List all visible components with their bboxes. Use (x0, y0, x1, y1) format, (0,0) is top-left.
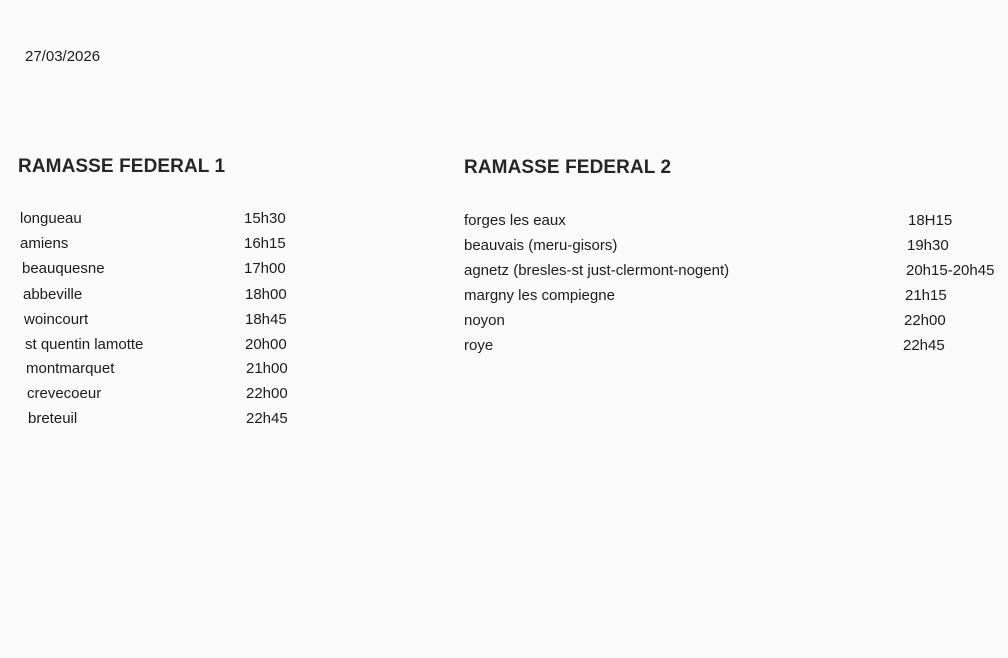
pickup-time: 17h00 (244, 260, 286, 277)
location-name: abbeville (23, 286, 83, 303)
federal-2-title: RAMASSE FEDERAL 2 (464, 157, 672, 178)
pickup-time: 22h45 (903, 337, 945, 354)
pickup-time: 15h30 (244, 210, 286, 227)
location-name: crevecoeur (27, 385, 102, 402)
location-name: roye (464, 337, 494, 354)
pickup-time: 20h15-20h45 (906, 262, 995, 279)
pickup-time: 20h00 (245, 336, 287, 353)
pickup-time: 16h15 (244, 235, 286, 252)
location-name: breteuil (28, 410, 78, 427)
document-date: 27/03/2026 (25, 48, 101, 65)
pickup-time: 22h00 (246, 385, 288, 402)
pickup-time: 22h00 (904, 312, 946, 329)
pickup-time: 19h30 (907, 237, 949, 254)
pickup-time: 18h00 (245, 286, 287, 303)
location-name: longueau (20, 210, 82, 227)
location-name: beauquesne (22, 260, 105, 277)
pickup-time: 18H15 (908, 212, 953, 229)
location-name: forges les eaux (464, 212, 566, 229)
pickup-time: 18h45 (245, 311, 287, 328)
location-name: montmarquet (26, 360, 115, 377)
pickup-time: 21h00 (246, 360, 288, 377)
location-name: amiens (20, 235, 69, 252)
location-name: noyon (464, 312, 505, 329)
location-name: margny les compiegne (464, 287, 615, 304)
pickup-time: 21h15 (905, 287, 947, 304)
location-name: beauvais (meru-gisors) (464, 237, 618, 254)
location-name: st quentin lamotte (25, 336, 144, 353)
location-name: woincourt (24, 311, 89, 328)
pickup-time: 22h45 (246, 410, 288, 427)
location-name: agnetz (bresles-st just-clermont-nogent) (464, 262, 730, 279)
federal-1-title: RAMASSE FEDERAL 1 (18, 156, 226, 177)
